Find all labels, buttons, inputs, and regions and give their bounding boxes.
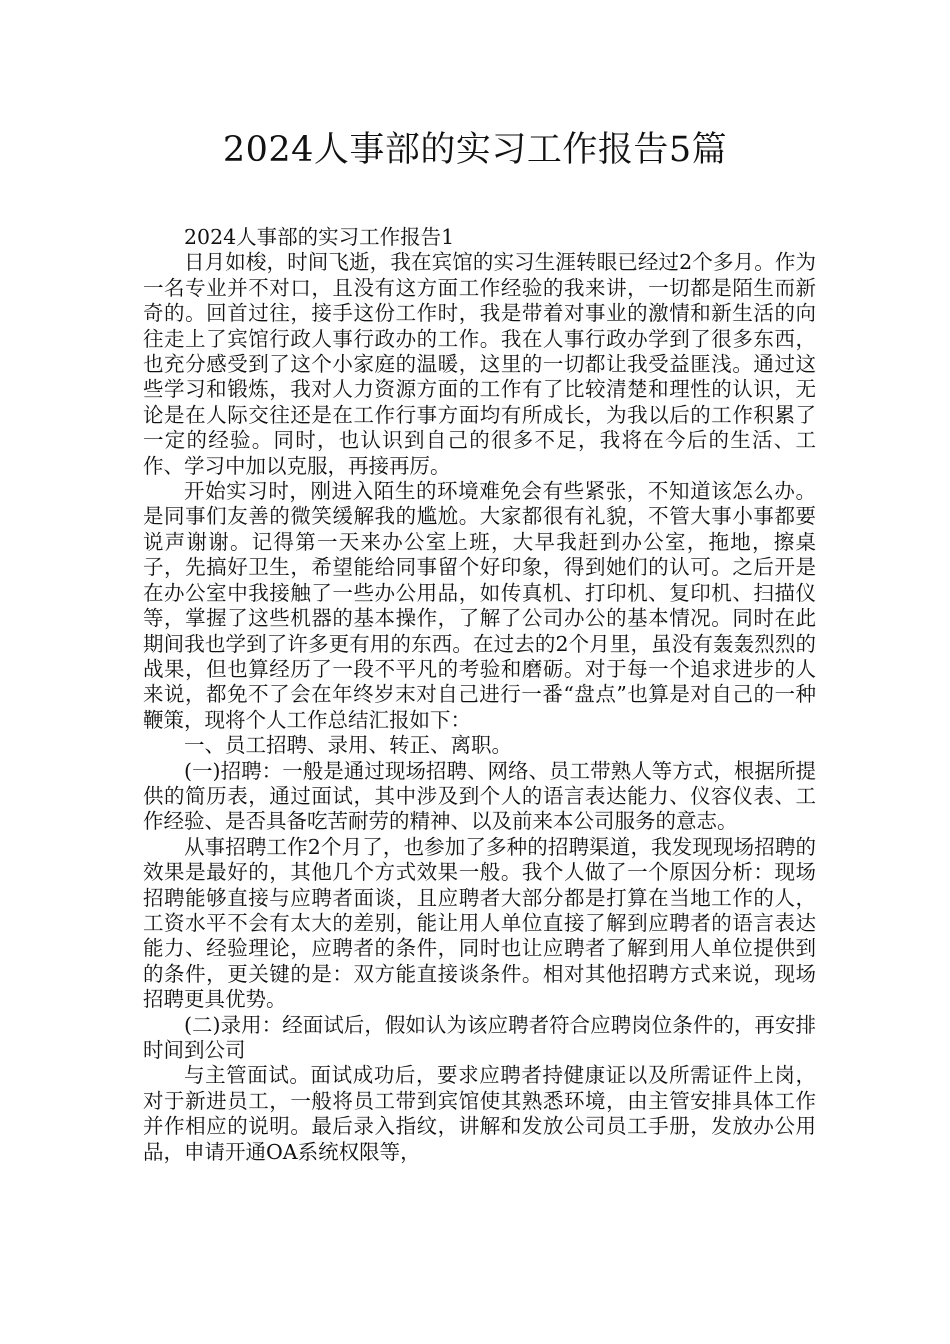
body-paragraph: (二)录用：经面试后，假如认为该应聘者符合应聘岗位条件的，再安排时间到公司: [143, 1012, 816, 1062]
body-paragraph: 日月如梭，时间飞逝，我在宾馆的实习生涯转眼已经过2个多月。作为一名专业并不对口，且没有这方面工作经验的我来讲，一切都是陌生而新奇的。回首过往，接手这份工作时，我是带着对事业的激情和新生活的向往走上了宾馆行政人事行政办的工作。我在人事行政办学到了很多东西，也充分感受到了这个小家庭的温暖，这里的一切都让我受益匪浅。通过这些学习和锻炼，我对人力资源方面的工作有了比较清楚和理性的认识，无论是在人际交往还是在工作行事方面均有所成长，为我以后的工作积累了一定的经验。同时，也认识到自己的很多不足，我将在今后的生活、工作、学习中加以克服，再接再厉。: [143, 250, 816, 478]
document-body: [143, 225, 816, 1165]
body-paragraph: 开始实习时，刚进入陌生的环境难免会有些紧张，不知道该怎么办。是同事们友善的微笑缓解我的尴尬。大家都很有礼貌，不管大事小事都要说声谢谢。记得第一天来办公室上班，大早我赶到办公室，拖地，擦桌子，先搞好卫生，希望能给同事留个好印象，得到她们的认可。之后开是在办公室中我接触了一些办公用品，如传真机、打印机、复印机、扫描仪等，掌握了这些机器的基本操作，了解了公司办公的基本情况。同时在此期间我也学到了许多更有用的东西。在过去的2个月里，虽没有轰轰烈烈的战果，但也算经历了一段不平凡的考验和磨砺。对于每一个追求进步的人来说，都免不了会在年终岁末对自己进行一番“盘点”也算是对自己的一种鞭策，现将个人工作总结汇报如下：: [143, 479, 816, 732]
body-paragraph: 一、员工招聘、录用、转正、离职。: [184, 733, 512, 758]
document-title: 2024人事部的实习工作报告5篇: [222, 130, 728, 170]
body-paragraph: (一)招聘：一般是通过现场招聘、网络、员工带熟人等方式，根据所提供的简历表，通过面试，其中涉及到个人的语言表达能力、仪容仪表、工作经验、是否具备吃苦耐劳的精神、以及前来本公司服务的意志。: [143, 758, 816, 834]
body-paragraph: 从事招聘工作2个月了，也参加了多种的招聘渠道，我发现现场招聘的效果是最好的，其他几个方式效果一般。我个人做了一个原因分析：现场招聘能够直接与应聘者面谈，且应聘者大部分都是打算在当地工作的人，工资水平不会有太大的差别，能让用人单位直接了解到应聘者的语言表达能力、经验理论，应聘者的条件，同时也让应聘者了解到用人单位提供到的条件，更关键的是：双方能直接谈条件。相对其他招聘方式来说，现场招聘更具优势。: [143, 834, 816, 1012]
body-paragraph: 与主管面试。面试成功后，要求应聘者持健康证以及所需证件上岗，对于新进员工，一般将员工带到宾馆使其熟悉环境，由主管安排具体工作并作相应的说明。最后录入指纹，讲解和发放公司员工手册，发放办公用品，申请开通OA系统权限等，: [143, 1063, 816, 1164]
section-heading: 2024人事部的实习工作报告1: [184, 225, 455, 249]
